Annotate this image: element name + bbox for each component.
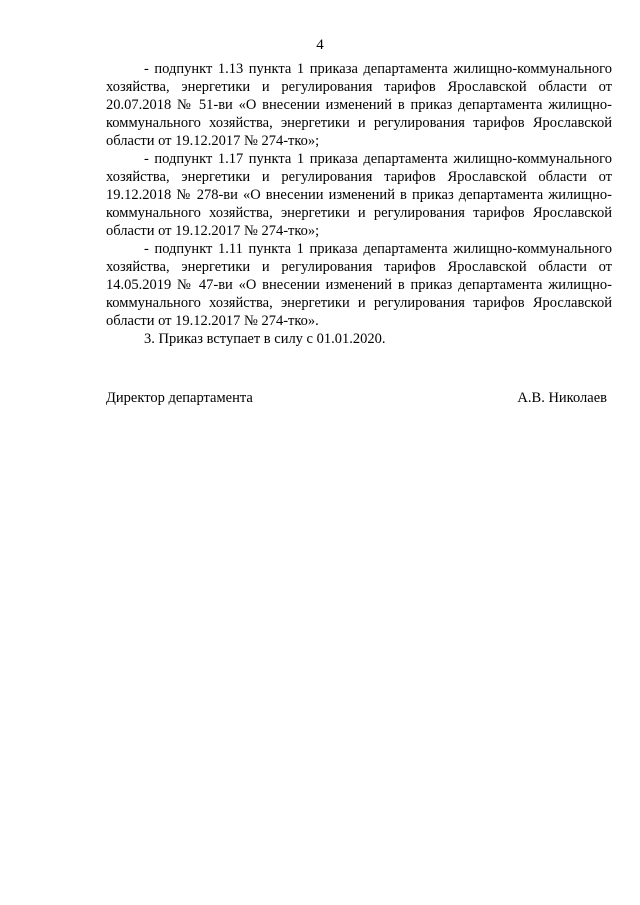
signatory-name: А.В. Николаев xyxy=(517,390,607,406)
paragraph-subclause-1-13: - подпункт 1.13 пункта 1 приказа департамента жилищно-коммунального хозяйства, энергетики и регулирования тарифов Ярославской области от 20.07.2018 № 51-ви «О внесении изменений в приказ департамента жилищно-коммунального хозяйства, энергетики и регулирования тарифов Ярославской области от 19.12.2017 № 274-тко»; xyxy=(106,61,612,149)
signature-block xyxy=(106,389,607,407)
paragraph-subclause-1-17: - подпункт 1.17 пункта 1 приказа департамента жилищно-коммунального хозяйства, энергетики и регулирования тарифов Ярославской области от 19.12.2018 № 278-ви «О внесении изменений в приказ департамента жилищно-коммунального хозяйства, энергетики и регулирования тарифов Ярославской области от 19.12.2017 № 274-тко»; xyxy=(106,151,612,239)
document-body xyxy=(106,60,612,348)
page-number: 4 xyxy=(316,37,324,53)
paragraph-effective-date: 3. Приказ вступает в силу с 01.01.2020. xyxy=(144,331,386,347)
signatory-position: Директор департамента xyxy=(106,390,253,406)
paragraph-subclause-1-11: - подпункт 1.11 пункта 1 приказа департамента жилищно-коммунального хозяйства, энергетики и регулирования тарифов Ярославской области от 14.05.2019 № 47-ви «О внесении изменений в приказ департамента жилищно-коммунального хозяйства, энергетики и регулирования тарифов Ярославской области от 19.12.2017 № 274-тко». xyxy=(106,241,612,329)
